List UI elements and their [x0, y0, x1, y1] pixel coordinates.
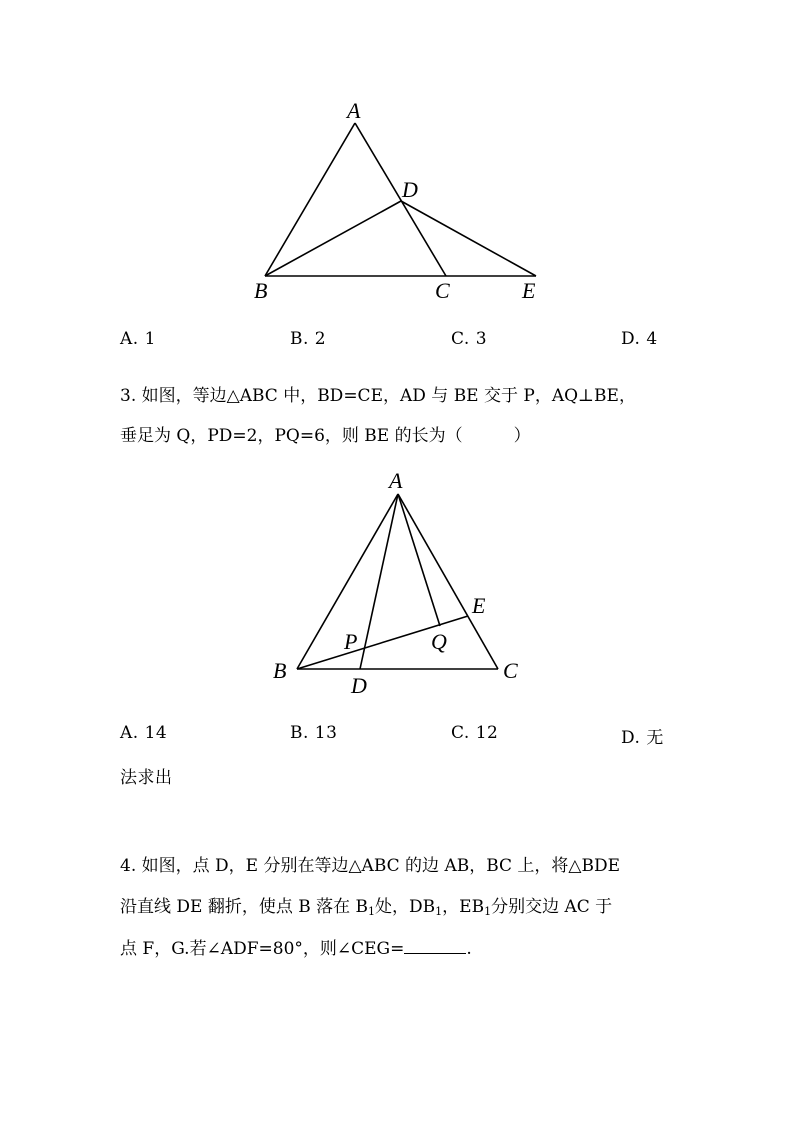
figure-2-label-d: D [351, 673, 367, 698]
q3-option-d-continued: 法求出 [120, 768, 173, 788]
q3-option-b: B. 13 [290, 723, 338, 743]
figure-2-label-p: P [344, 629, 358, 654]
q4-line-3-part-a: 点 F，G.若∠ADF=80°，则∠CEG= [120, 939, 405, 959]
q2-option-a: A. 1 [120, 329, 156, 349]
q4-subscript-3: 1 [484, 905, 492, 918]
figure-2-label-a: A [389, 468, 403, 493]
q4-subscript-2: 1 [435, 905, 443, 918]
q4-question-line-1: 4. 如图，点 D，E 分别在等边△ABC 的边 AB，BC 上，将△BDE [120, 856, 621, 876]
q4-line-2-part-a: 沿直线 DE 翻折，使点 B 落在 B [120, 897, 369, 917]
q3-question-line-2: 垂足为 Q，PD=2，PQ=6，则 BE 的长为（ ） [120, 426, 531, 446]
q3-option-c: C. 12 [451, 723, 499, 743]
q2-option-c: C. 3 [451, 329, 488, 349]
q2-option-d: D. 4 [621, 329, 658, 349]
figure-1-triangle-diagram [0, 0, 794, 320]
q4-line-2-part-d: 分别交边 AC 于 [491, 897, 613, 917]
q4-question-line-2 [120, 887, 612, 927]
q3-option-a: A. 14 [120, 723, 168, 743]
q4-line-2-part-b: 处，DB [375, 897, 436, 917]
q4-line-2-part-c: ，EB [442, 897, 485, 917]
figure-2-lines [297, 494, 498, 669]
q4-question-line-3 [120, 929, 472, 969]
figure-1-label-e: E [522, 278, 536, 303]
figure-1-label-a: A [347, 98, 361, 123]
figure-2-label-q: Q [431, 629, 447, 654]
q3-question-line-1: 3. 如图，等边△ABC 中，BD=CE，AD 与 BE 交于 P，AQ⊥BE， [120, 386, 636, 406]
figure-1-label-b: B [254, 278, 268, 303]
figure-2-label-e: E [472, 593, 486, 618]
figure-2-label-c: C [503, 658, 518, 683]
figure-1-label-d: D [402, 177, 418, 202]
q4-subscript-1: 1 [368, 905, 376, 918]
figure-2-triangle-diagram [0, 460, 794, 700]
answer-blank[interactable] [404, 937, 466, 954]
q2-option-b: B. 2 [290, 329, 327, 349]
q3-option-d: D. 无 [621, 728, 664, 748]
figure-1-lines [265, 123, 536, 276]
q4-line-3-part-b: . [466, 939, 472, 959]
figure-2-label-b: B [273, 658, 287, 683]
figure-1-label-c: C [435, 278, 450, 303]
